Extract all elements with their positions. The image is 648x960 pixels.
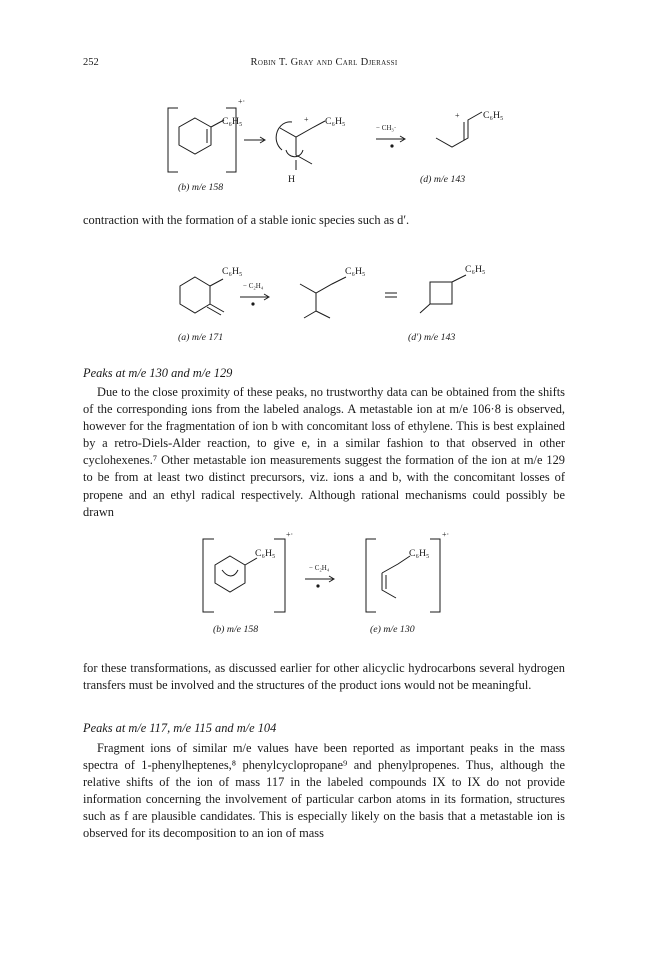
charge: +· [238,97,246,106]
page-number: 252 [83,57,99,68]
compound-label-d: (d) m/e 143 [420,174,466,185]
substituent: C₆H₅ [255,548,276,559]
substituent: C₆H₅ [465,264,486,275]
compound-label-b: (b) m/e 158 [178,182,224,193]
reagent-label: − C₂H₄ [309,564,330,572]
charge: +· [442,530,450,539]
running-title: Robin T. Gray and Carl Djerassi [250,57,398,68]
compound-label-e: (e) m/e 130 [370,624,415,635]
section-heading: Peaks at m/e 130 and m/e 129 [83,366,233,380]
paragraph: for these transformations, as discussed earlier for other alicyclic hydrocarbons several hydrogen transfers must be involved and the structures of the product ions would not be meaningful. [83,661,565,693]
substituent: C₆H₅ [325,116,346,127]
left-bracket [203,539,214,612]
substituent: C₆H₅ [409,548,430,559]
compound-label-a: (a) m/e 171 [178,332,224,343]
phenyl-bond [245,558,257,565]
curved-arrows [222,570,238,576]
hydrogen-label: H [288,174,296,185]
reagent-label: − C₂H₄ [243,282,264,290]
right-bracket [274,539,285,612]
paragraph: Fragment ions of similar m/e values have been reported as important peaks in the mass spectra of 1-phenylheptenes,⁸ phenylcyclopropane⁹ and phenylpropenes. Thus, although the relative shifts of the ion of mass 117 in the labeled compounds IX to IX do not provide information concerning the involvement of particular carbon atoms in its formation, structures such as f are plausible candidates. This is especially likely on the basis that a metastable ion is observed for its decomposition to an ion of mass [83,741,565,841]
paragraph: Due to the close proximity of these peaks, no trustworthy data can be obtained from the shifts of the corresponding ions from the labeled analogs. A metastable ion at m/e 106·8 is observed, however for the fragmentation of ion b with concomitant loss of ethylene. This is best explained by a retro-Diels-Alder reaction, to give e, in a similar fashion to that observed in other cyclohexenes.⁷ Other metastable ion measurements suggest the formation of the ion at m/e 129 to be from at least two distinct precursors, viz. ions a and b, with the concomitant losses of propene and an ethyl radical respectively. Although rational mechanisms could possibly be drawn [83,385,565,519]
charge: +· [286,530,294,539]
substituent: C₆H₅ [483,110,504,121]
substituent: C₆H₅ [222,116,243,127]
svg-text:+: + [304,115,309,124]
right-bracket [430,539,440,612]
svg-text:+: + [455,111,460,120]
left-bracket [366,539,376,612]
diene-chain-2 [382,573,396,598]
substituent: C₆H₅ [222,266,243,277]
compound-label-d-prime: (d′) m/e 143 [408,332,456,343]
diene-chain [382,556,410,573]
compound-label-b: (b) m/e 158 [213,624,259,635]
ring-b [215,556,245,592]
substituent: C₆H₅ [345,266,366,277]
reagent-label: − CH₃· [376,124,397,132]
section-heading: Peaks at m/e 117, m/e 115 and m/e 104 [83,721,277,735]
paragraph: contraction with the formation of a stable ionic species such as d′. [83,213,410,227]
